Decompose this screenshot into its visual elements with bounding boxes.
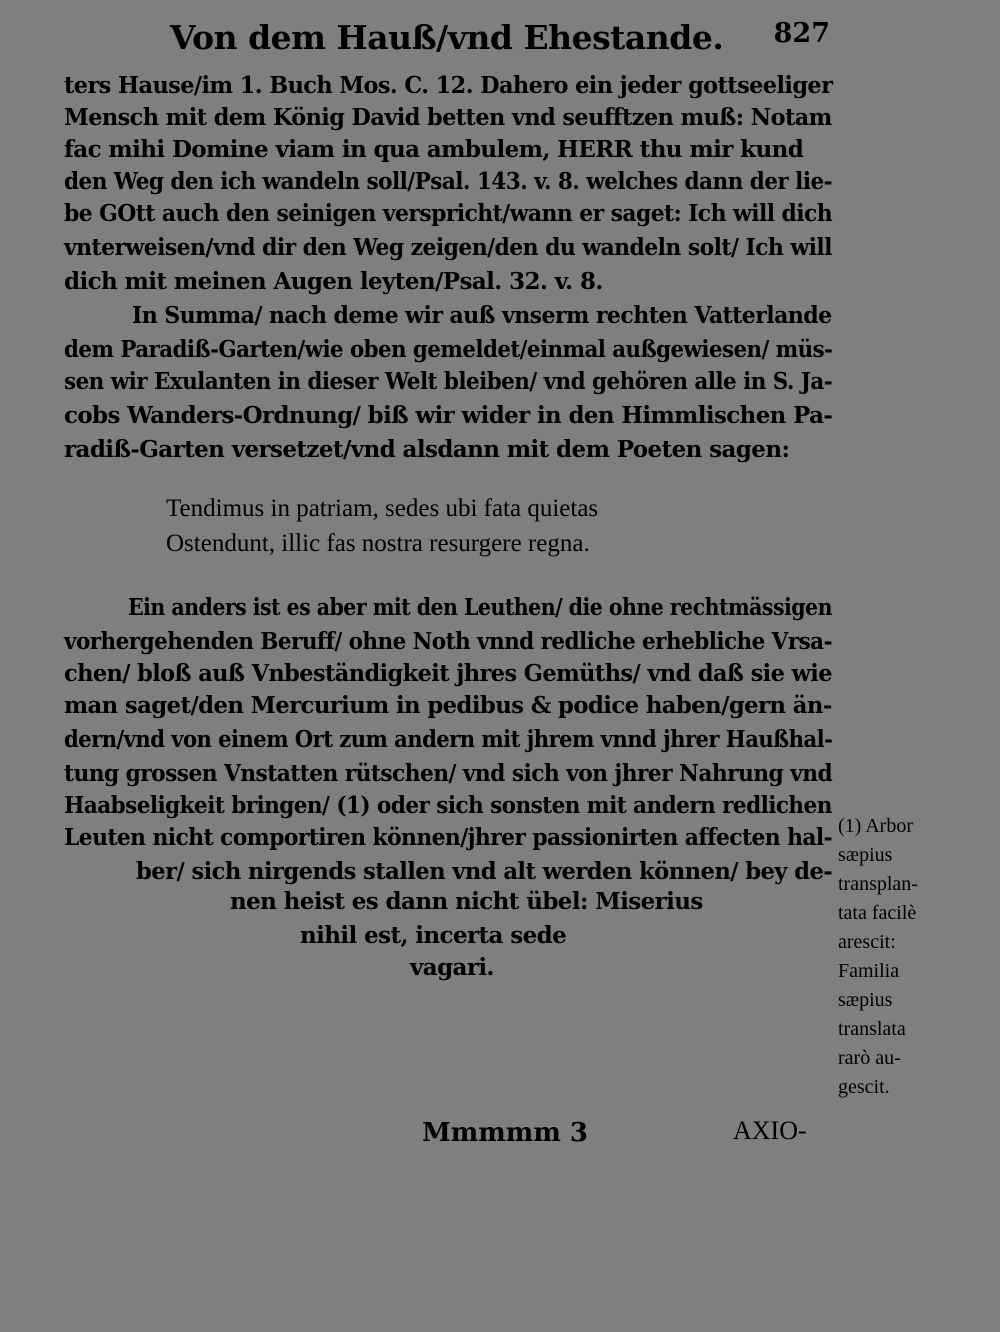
verse-line: Ostendunt, illic fas nostra resurgere regna. xyxy=(166,530,590,557)
text-line: sen wir Exulanten in dieser Welt bleiben/ vnd gehören alle in S. Ja- xyxy=(64,368,833,395)
page-number: 827 xyxy=(773,18,830,49)
text-line: dem Paradiß-Garten/wie oben gemeldet/einmal außgewiesen/ müs- xyxy=(64,336,833,363)
text-line: Mensch mit dem König David betten vnd seufftzen muß: Notam xyxy=(64,104,832,131)
text-line: radiß-Garten versetzet/vnd alsdann mit dem Poeten sagen: xyxy=(64,436,790,463)
text-line: tung grossen Vnstatten rütschen/ vnd sich von jhrer Nahrung vnd xyxy=(64,760,833,787)
text-line: den Weg den ich wandeln soll/Psal. 143. v. 8. welches dann der lie- xyxy=(64,168,833,195)
note-line: Familia xyxy=(838,960,900,982)
note-line: arescit: xyxy=(838,931,896,953)
text-line: dern/vnd von einem Ort zum andern mit jhrem vnnd jhrer Haußhal- xyxy=(64,726,833,753)
note-line: sæpius xyxy=(838,844,893,866)
text-line: Ein anders ist es aber mit den Leuthen/ die ohne rechtmässigen xyxy=(128,594,832,621)
catchword: AXIO- xyxy=(733,1116,807,1145)
note-line: translata xyxy=(838,1018,906,1040)
text-line: nihil est, incerta sede xyxy=(300,922,567,949)
note-line: tata facilè xyxy=(838,902,917,924)
signature-mark: Mmmmm 3 xyxy=(422,1118,588,1148)
note-line: transplan- xyxy=(838,873,918,895)
text-line: Haabseligkeit bringen/ (1) oder sich sonsten mit andern redlichen xyxy=(64,792,832,819)
note-line: (1) Arbor xyxy=(838,815,913,837)
running-title: Von dem Hauß/vnd Ehestande. xyxy=(170,18,724,57)
text-line: In Summa/ nach deme wir auß vnserm rechten Vatterlande xyxy=(132,302,832,329)
marginal-note xyxy=(838,812,988,1102)
text-line: Leuten nicht comportiren können/jhrer passionirten affecten hal- xyxy=(64,824,833,851)
note-line: gescit. xyxy=(838,1076,890,1098)
text-line: cobs Wanders-Ordnung/ biß wir wider in den Himmlischen Pa- xyxy=(64,402,833,429)
text-line: be GOtt auch den seinigen verspricht/wann er saget: Ich will dich xyxy=(64,200,833,227)
text-line: ters Hause/im 1. Buch Mos. C. 12. Dahero ein jeder gottseeliger xyxy=(64,72,833,99)
text-line: vagari. xyxy=(410,954,494,981)
verse-line: Tendimus in patriam, sedes ubi fata quietas xyxy=(166,495,599,522)
note-line: rarò au- xyxy=(838,1047,901,1069)
text-line: man saget/den Mercurium in pedibus & podice haben/gern än- xyxy=(64,692,832,719)
page-header xyxy=(170,18,830,68)
text-line: vnterweisen/vnd dir den Weg zeigen/den du wandeln solt/ Ich will xyxy=(64,234,832,261)
text-line: nen heist es dann nicht übel: Miserius xyxy=(230,888,703,915)
note-line: sæpius xyxy=(838,989,893,1011)
text-line: fac mihi Domine viam in qua ambulem, HERR thu mir kund xyxy=(64,136,804,163)
text-line: chen/ bloß auß Vnbeständigkeit jhres Gemüths/ vnd daß sie wie xyxy=(64,660,832,687)
text-line: vorhergehenden Beruff/ ohne Noth vnnd redliche erhebliche Vrsa- xyxy=(64,628,832,655)
text-line: dich mit meinen Augen leyten/Psal. 32. v. 8. xyxy=(64,268,603,295)
text-line: ber/ sich nirgends stallen vnd alt werden können/ bey de- xyxy=(136,858,833,885)
